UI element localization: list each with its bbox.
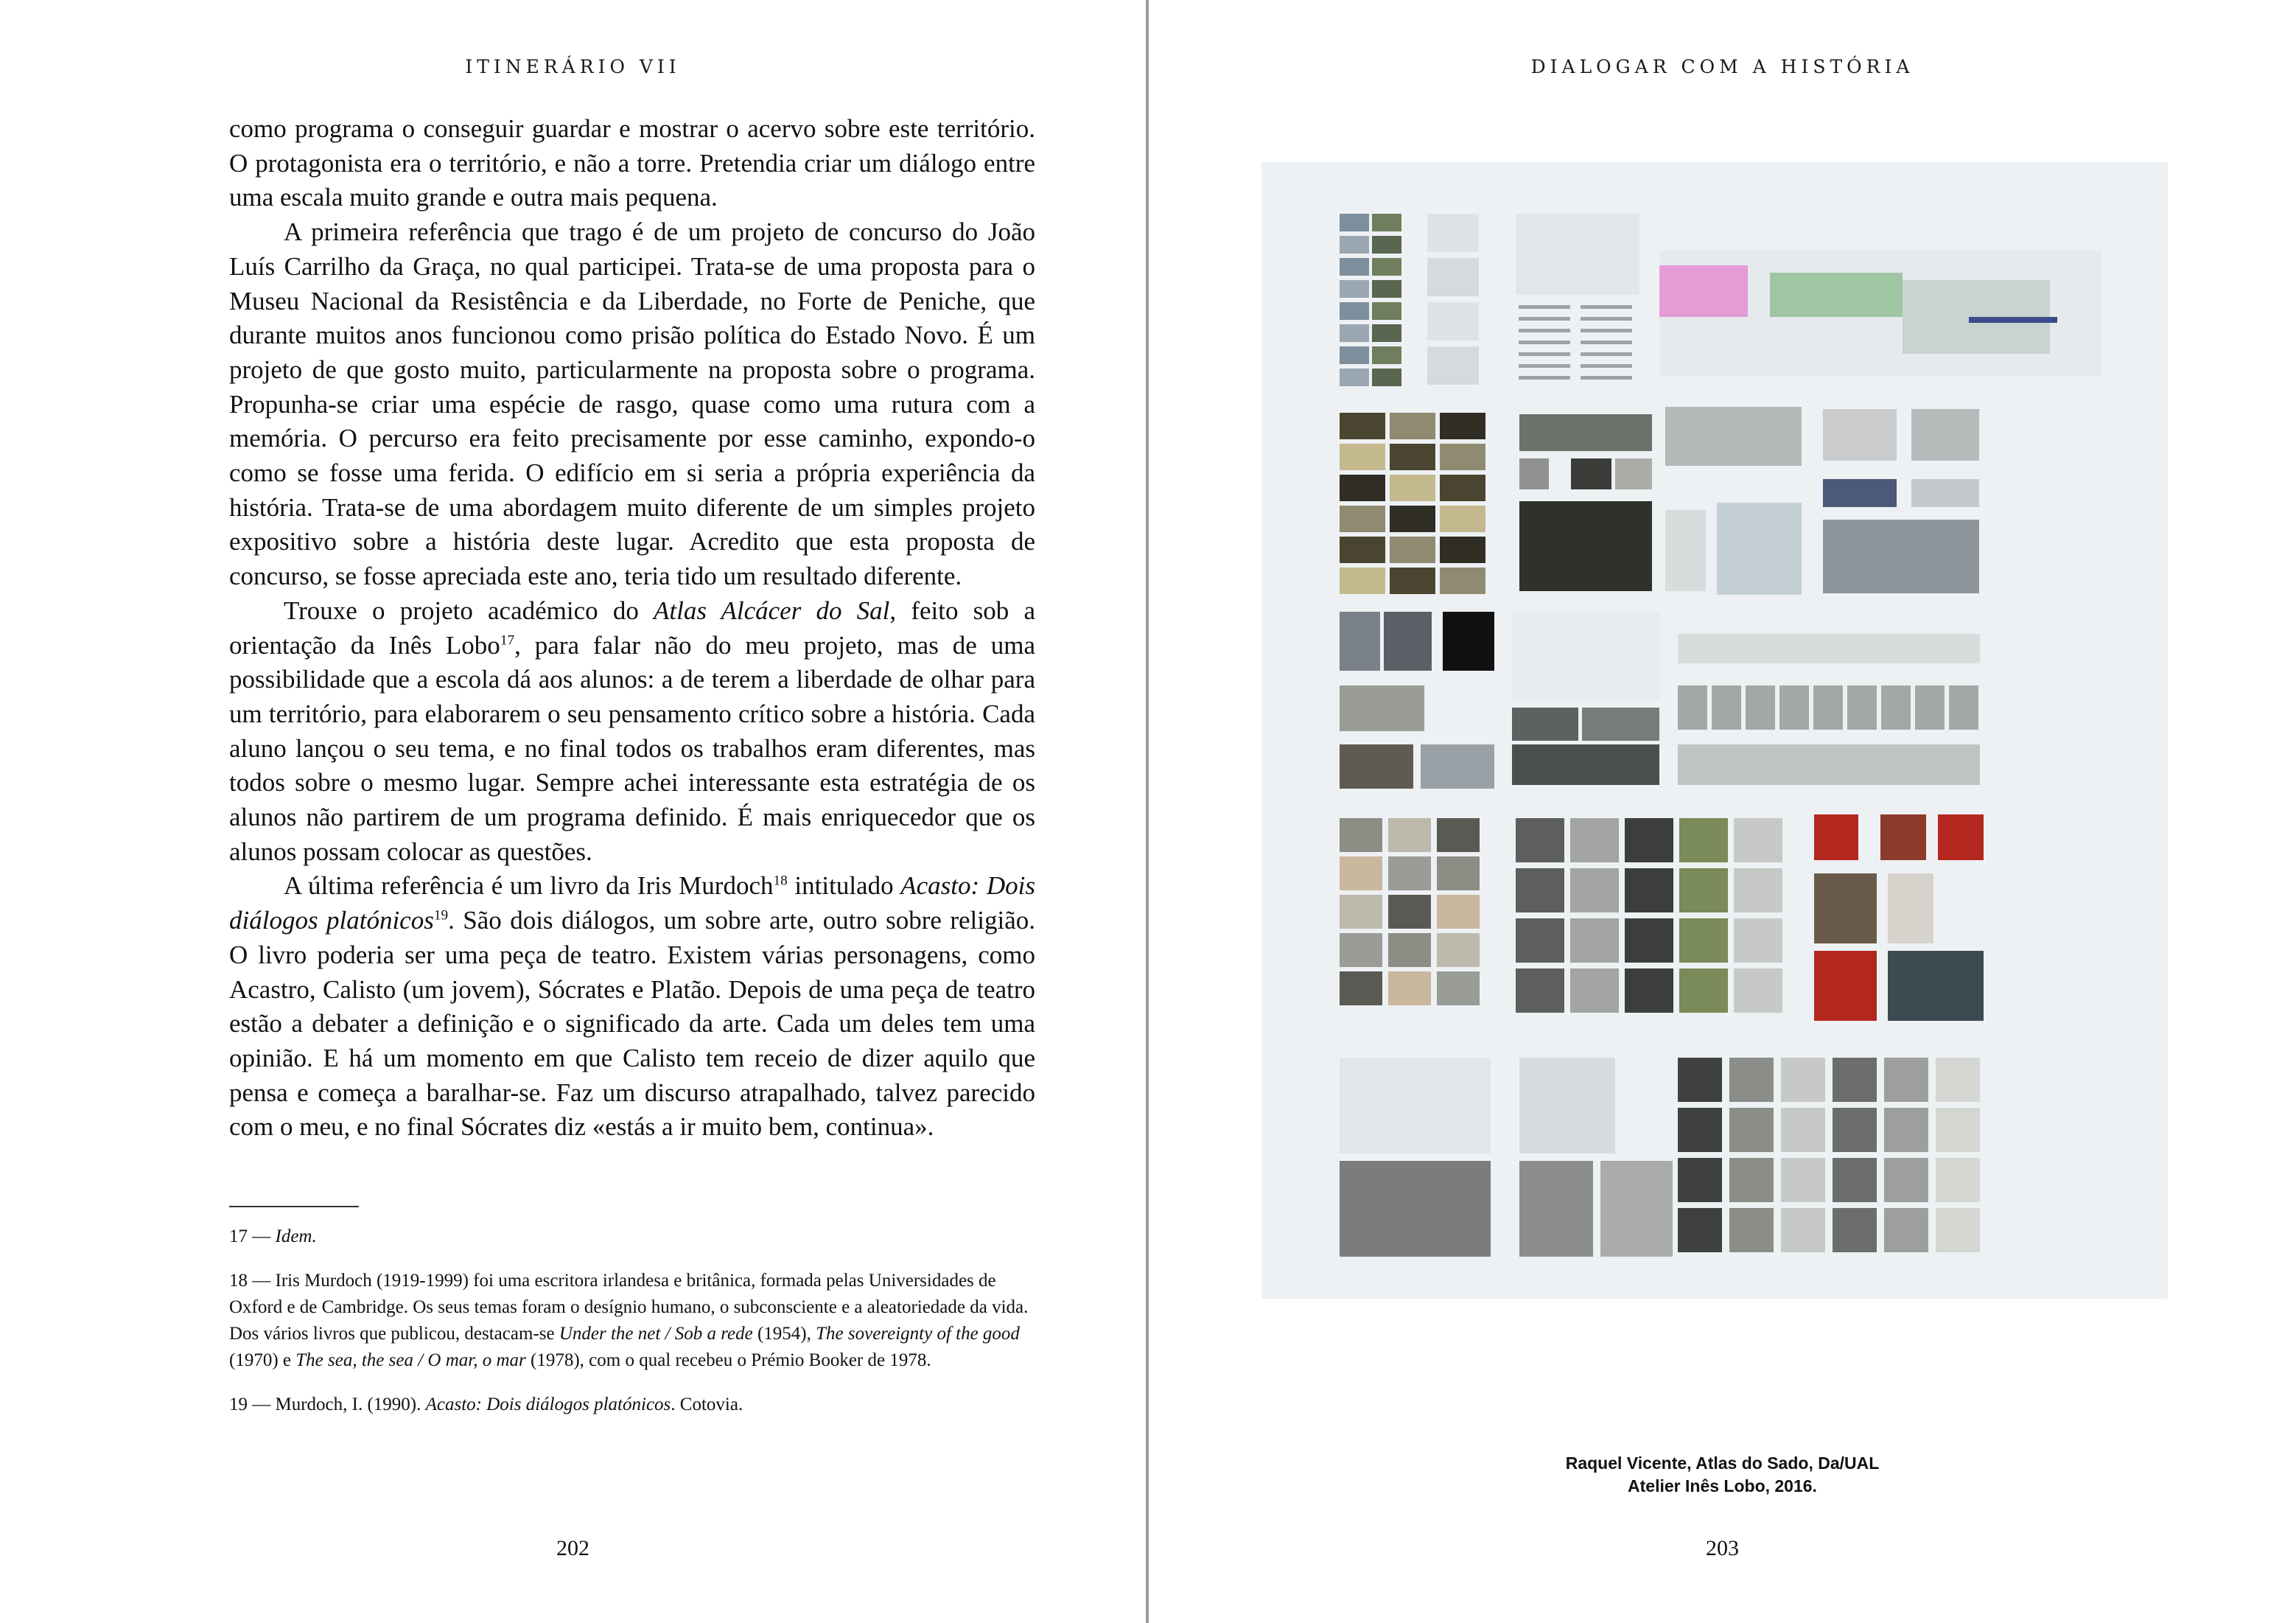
sunset-photo-grid (1340, 413, 1487, 593)
street-photo (1600, 1161, 1673, 1257)
thumbnail-image (1884, 1108, 1928, 1152)
green-area (1770, 273, 1903, 317)
thumbnail-image (1679, 918, 1728, 963)
thumbnail-image (1729, 1058, 1774, 1102)
thumbnail-image (1440, 506, 1485, 532)
thumbnail-image (1427, 214, 1479, 252)
thumbnail-image (1340, 280, 1369, 298)
caption-line-1: Raquel Vicente, Atlas do Sado, Da/UAL (1565, 1453, 1880, 1473)
thumbnail-image (1340, 506, 1385, 532)
street-photo-strips (1678, 1058, 1987, 1257)
index-text-line (1519, 364, 1570, 368)
thumbnail-image (1516, 868, 1564, 912)
paragraph-1: como programa o conseguir guardar e mostrar o acervo sobre este território. O protagonista era o território, e não a torre. Pretendia criar um diálogo entre uma escala muito grande e outra mais pequena. (229, 114, 1035, 212)
thumbnail-image (1729, 1108, 1774, 1152)
thumbnail-image (1625, 868, 1673, 912)
index-text-line (1581, 364, 1632, 368)
thumbnail-image (1936, 1058, 1980, 1102)
thumbnail-image (1390, 444, 1435, 470)
thumbnail-image (1936, 1208, 1980, 1252)
footnote-ref-17[interactable]: 17 (500, 632, 515, 648)
thumbnail-image (1388, 933, 1431, 967)
water-photo (1823, 409, 1897, 461)
thumbnail-image (1388, 895, 1431, 929)
thumbnail-image (1390, 537, 1435, 563)
thumbnail-image (1625, 968, 1673, 1013)
pink-area (1659, 265, 1748, 317)
thumbnail-image (1427, 302, 1479, 341)
territory-map (1659, 251, 2101, 376)
figure-caption (1149, 1452, 2296, 1498)
thumbnail-image (1781, 1108, 1825, 1152)
thumbnail-image (1734, 918, 1782, 963)
thumbnail-image (1340, 346, 1369, 364)
town-sketch-and-photos (1512, 612, 1659, 789)
thumbnail-image (1340, 537, 1385, 563)
thumbnail-image (1372, 280, 1401, 298)
index-text-line (1581, 352, 1632, 356)
index-text-line (1519, 305, 1570, 309)
thumbnail-image (1678, 1108, 1722, 1152)
water-photo (1823, 479, 1897, 507)
thumbnail-image (1340, 413, 1385, 439)
thumbnail-image (1679, 968, 1728, 1013)
footnote-divider (229, 1206, 359, 1207)
thumbnail-image (1625, 918, 1673, 963)
thumbnail-image (1437, 895, 1480, 929)
footnote-ref-18[interactable]: 18 (773, 873, 788, 889)
thumbnail-image (1372, 258, 1401, 276)
archaeological-artifacts (1814, 814, 1984, 1021)
figure-ground-map (1340, 1161, 1491, 1257)
thumbnail-image (1734, 868, 1782, 912)
book-title-acasto: Acasto: Dois diálogos platónicos (229, 871, 1035, 935)
thumbnail-image (1340, 214, 1369, 231)
marsh-landscape-photos (1519, 414, 1652, 591)
thumbnail-image (1440, 475, 1485, 501)
page-number-right: 203 (1706, 1536, 1739, 1560)
thumbnail-image (1340, 475, 1385, 501)
town-photo (1582, 708, 1659, 741)
thumbnail-image (1570, 818, 1619, 862)
thumbnail-image (1388, 971, 1431, 1005)
elevation-and-facades (1678, 634, 1980, 789)
water-landscape-photos (1823, 409, 1979, 593)
thumbnail-image (1437, 856, 1480, 890)
thumbnail-image (1340, 568, 1385, 594)
thumbnail-image (1372, 369, 1401, 386)
thumbnail-image (1340, 236, 1369, 254)
facade-photo (1915, 685, 1945, 730)
thumbnail-image (1440, 537, 1485, 563)
archive-documents (1340, 818, 1487, 1010)
footnote-18: 18 — Iris Murdoch (1919-1999) foi uma escritora irlandesa e britânica, formada pelas Universidades de Oxford e de Cambridge. Os seus temas foram o desígnio humano, o subconsciente e a aleatoriedade da vida. Dos vários livros que publicou, destacam-se Under the net / Sob a rede (1954), The sovereignty of the good (1970) e The sea, the sea / O mar, o mar (1978), com o qual recebeu o Prémio Booker de 1978. (229, 1271, 1029, 1370)
index-text-line (1519, 329, 1570, 332)
facade-photo (1813, 685, 1843, 730)
facade-photo (1881, 685, 1911, 730)
ground-photo (1340, 744, 1413, 789)
thumbnail-image (1372, 214, 1401, 231)
index-text-line (1581, 376, 1632, 380)
town-sketch (1512, 612, 1659, 700)
thumbnail-image (1372, 236, 1401, 254)
thumbnail-image (1833, 1058, 1877, 1102)
thumbnail-image (1437, 971, 1480, 1005)
thumbnail-image (1884, 1158, 1928, 1202)
thumbnail-image (1570, 968, 1619, 1013)
water-photo (1823, 520, 1979, 593)
running-head-right: DIALOGAR COM A HISTÓRIA (1530, 56, 1914, 77)
river-line (1969, 317, 2057, 323)
thumbnail-image (1729, 1158, 1774, 1202)
landscape-photo (1615, 458, 1652, 489)
index-text-line (1519, 376, 1570, 380)
thumbnail-image (1625, 818, 1673, 862)
thumbnail-image (1440, 444, 1485, 470)
footnote-ref-19[interactable]: 19 (433, 907, 449, 924)
thumbnail-image (1516, 818, 1564, 862)
town-photo (1512, 744, 1659, 785)
thumbnail-image (1340, 258, 1369, 276)
thumbnail-image (1884, 1208, 1928, 1252)
street-photo (1519, 1161, 1593, 1257)
historic-photos (1516, 818, 1788, 1017)
thumbnail-image (1570, 868, 1619, 912)
footnotes (229, 1224, 1035, 1436)
thumbnail-image (1734, 968, 1782, 1013)
index-text-line (1581, 341, 1632, 344)
sculpture-head-photo (1814, 951, 1877, 1021)
thumbnail-image (1833, 1208, 1877, 1252)
thumbnail-image (1340, 895, 1382, 929)
paragraph-3: Trouxe o projeto académico do Atlas Alcácer do Sal, feito sob a orientação da Inês Lobo$^{17}$, para falar não do meu projeto, mas de uma possibilidade que a escola dá aos alunos: a de terem a liberdade de olhar para um território, para elaborarem o seu pensamento crítico sobre a história. Cada aluno lançou o seu tema, e no final todos os trabalhos eram diferentes, mas todos sobre o mesmo lugar. Sempre achei interessante esta estratégia de os alunos não partirem de um programa definido. É mais enriquecedor que os alunos possam colocar as questões. (229, 596, 1036, 866)
book-title-atlas: Atlas Alcácer do Sal (654, 596, 890, 625)
document-image (1340, 685, 1424, 731)
index-text-line (1581, 305, 1632, 309)
thumbnail-image (1570, 918, 1619, 963)
thumbnail-image (1340, 933, 1382, 967)
thumbnail-image (1427, 346, 1479, 385)
thumbnail-image (1388, 818, 1431, 852)
atlas-poster-figure (1261, 162, 2168, 1299)
thumbnail-image (1678, 1158, 1722, 1202)
site-plan-drawing (1516, 214, 1639, 295)
thumbnail-image (1781, 1058, 1825, 1102)
landscape-thumbnails-grid (1340, 214, 1401, 391)
paragraph-2: A primeira referência que trago é de um projeto de concurso do João Luís Carrilho da Graça, no qual participei. Trata-se de uma proposta para o Museu Nacional da Resistência e da Liberdade, no Forte de Peniche, que durante muitos anos funcionou como prisão política do Estado Novo. É um projeto de que gosto muito, particularmente na proposta sobre o programa. Propunha-se criar uma espécie de rasgo, quase como uma rutura com a memória. O percurso era feito precisamente por esse caminho, expondo-o como se fosse uma ferida. O edifício em si seria a própria experiência da história. Trata-se de uma abordagem muito diferente de um simples projeto expositivo sobre a história deste lugar. Acredito que esta proposta de concurso, se fosse apreciada este ano, teria tido um resultado diferente. (229, 217, 1035, 591)
thumbnail-image (1340, 971, 1382, 1005)
urban-map-figure-ground (1340, 1058, 1491, 1257)
thumbnail-image (1390, 413, 1435, 439)
thumbnail-image (1437, 818, 1480, 852)
thumbnail-image (1372, 346, 1401, 364)
thumbnail-image (1390, 475, 1435, 501)
water-photo (1911, 409, 1979, 461)
running-head-left: ITINERÁRIO VII (465, 56, 681, 77)
page-number-left: 202 (556, 1536, 589, 1560)
body-text (229, 112, 1035, 1145)
thumbnail-image (1936, 1158, 1980, 1202)
thumbnail-image (1936, 1108, 1980, 1152)
document-image (1340, 612, 1380, 671)
town-photo (1512, 708, 1578, 741)
map-strip (1427, 214, 1479, 391)
thumbnail-image (1781, 1208, 1825, 1252)
index-text-line (1519, 352, 1570, 356)
artifact-photo (1888, 873, 1933, 943)
landscape-photo (1519, 414, 1652, 451)
thumbnail-image (1340, 444, 1385, 470)
thumbnail-image (1440, 568, 1485, 594)
artifact-photo (1814, 873, 1877, 943)
thumbnail-image (1516, 918, 1564, 963)
facade-photo (1949, 685, 1978, 730)
caption-line-2: Atelier Inês Lobo, 2016. (1628, 1476, 1817, 1495)
artifact-photo (1888, 951, 1984, 1021)
elevation-drawing (1678, 634, 1980, 663)
document-collage (1340, 612, 1494, 789)
facade-photo (1779, 685, 1809, 730)
thumbnail-image (1390, 506, 1435, 532)
urban-map (1340, 1058, 1491, 1153)
index-text-line (1581, 317, 1632, 321)
thumbnail-image (1340, 302, 1369, 320)
thumbnail-image (1734, 818, 1782, 862)
site-plan-with-index (1516, 214, 1639, 391)
thumbnail-image (1427, 258, 1479, 296)
river-map-and-tower (1665, 407, 1802, 595)
thumbnail-image (1884, 1058, 1928, 1102)
panorama-photo (1678, 744, 1980, 785)
facade-photo (1746, 685, 1775, 730)
thumbnail-image (1833, 1158, 1877, 1202)
thumbnail-image (1372, 302, 1401, 320)
figure-ground-and-streets (1519, 1058, 1673, 1257)
street-photo (1421, 744, 1494, 789)
figure-ground-drawing (1519, 1058, 1615, 1153)
facade-photo (1678, 685, 1707, 730)
paragraph-4: A última referência é um livro da Iris Murdoch$^{18}$ intitulado Acasto: Dois diálogos platónicos$^{19}$. São dois diálogos, um sobre arte, outro sobre religião. O livro poderia ser uma peça de teatro. Existem várias personagens, como Acastro, Calisto (um jovem), Sócrates e Platão. Depois de uma peça de teatro estão a debater a definição e o significado da arte. Cada um deles tem uma opinião. E há um momento em que Calisto tem receio de dizer aquilo que pensa e começa a baralhar-se. Faz um discurso atrapalhado, talvez parecido com o meu, e no final Sócrates diz «estás a ir muito bem, continua». (229, 871, 1035, 1142)
thumbnail-image (1340, 324, 1369, 342)
thumbnail-image (1679, 868, 1728, 912)
thumbnail-image (1390, 568, 1435, 594)
facade-photo (1847, 685, 1877, 730)
index-text-line (1581, 329, 1632, 332)
thumbnail-image (1340, 369, 1369, 386)
thumbnail-image (1388, 856, 1431, 890)
thumbnail-image (1372, 324, 1401, 342)
thumbnail-image (1678, 1058, 1722, 1102)
facade-photo (1712, 685, 1741, 730)
black-collage (1443, 612, 1494, 671)
index-text-line (1519, 317, 1570, 321)
index-text-line (1519, 341, 1570, 344)
water-photo (1911, 479, 1979, 507)
thumbnail-image (1781, 1158, 1825, 1202)
thumbnail-image (1516, 968, 1564, 1013)
thumbnail-image (1729, 1208, 1774, 1252)
thumbnail-image (1679, 818, 1728, 862)
thumbnail-image (1440, 413, 1485, 439)
landscape-photo (1665, 510, 1706, 591)
marsh-photo (1519, 501, 1652, 591)
left-page (0, 0, 1146, 1623)
building-photo (1384, 612, 1432, 671)
footnote-19: 19 — Murdoch, I. (1990). Acasto: Dois diálogos platónicos. Cotovia. (229, 1395, 743, 1414)
landscape-photo (1519, 458, 1549, 489)
tower-photo (1717, 503, 1802, 595)
river-map (1665, 407, 1802, 466)
artifact-photo (1880, 814, 1926, 860)
thumbnail-image (1340, 818, 1382, 852)
thumbnail-image (1833, 1108, 1877, 1152)
thumbnail-image (1678, 1208, 1722, 1252)
thumbnail-image (1340, 856, 1382, 890)
artifact-photo (1814, 814, 1858, 860)
landscape-photo (1571, 458, 1611, 489)
artifact-photo (1938, 814, 1984, 860)
footnote-17: 17 — Idem. (229, 1226, 317, 1246)
thumbnail-image (1437, 933, 1480, 967)
